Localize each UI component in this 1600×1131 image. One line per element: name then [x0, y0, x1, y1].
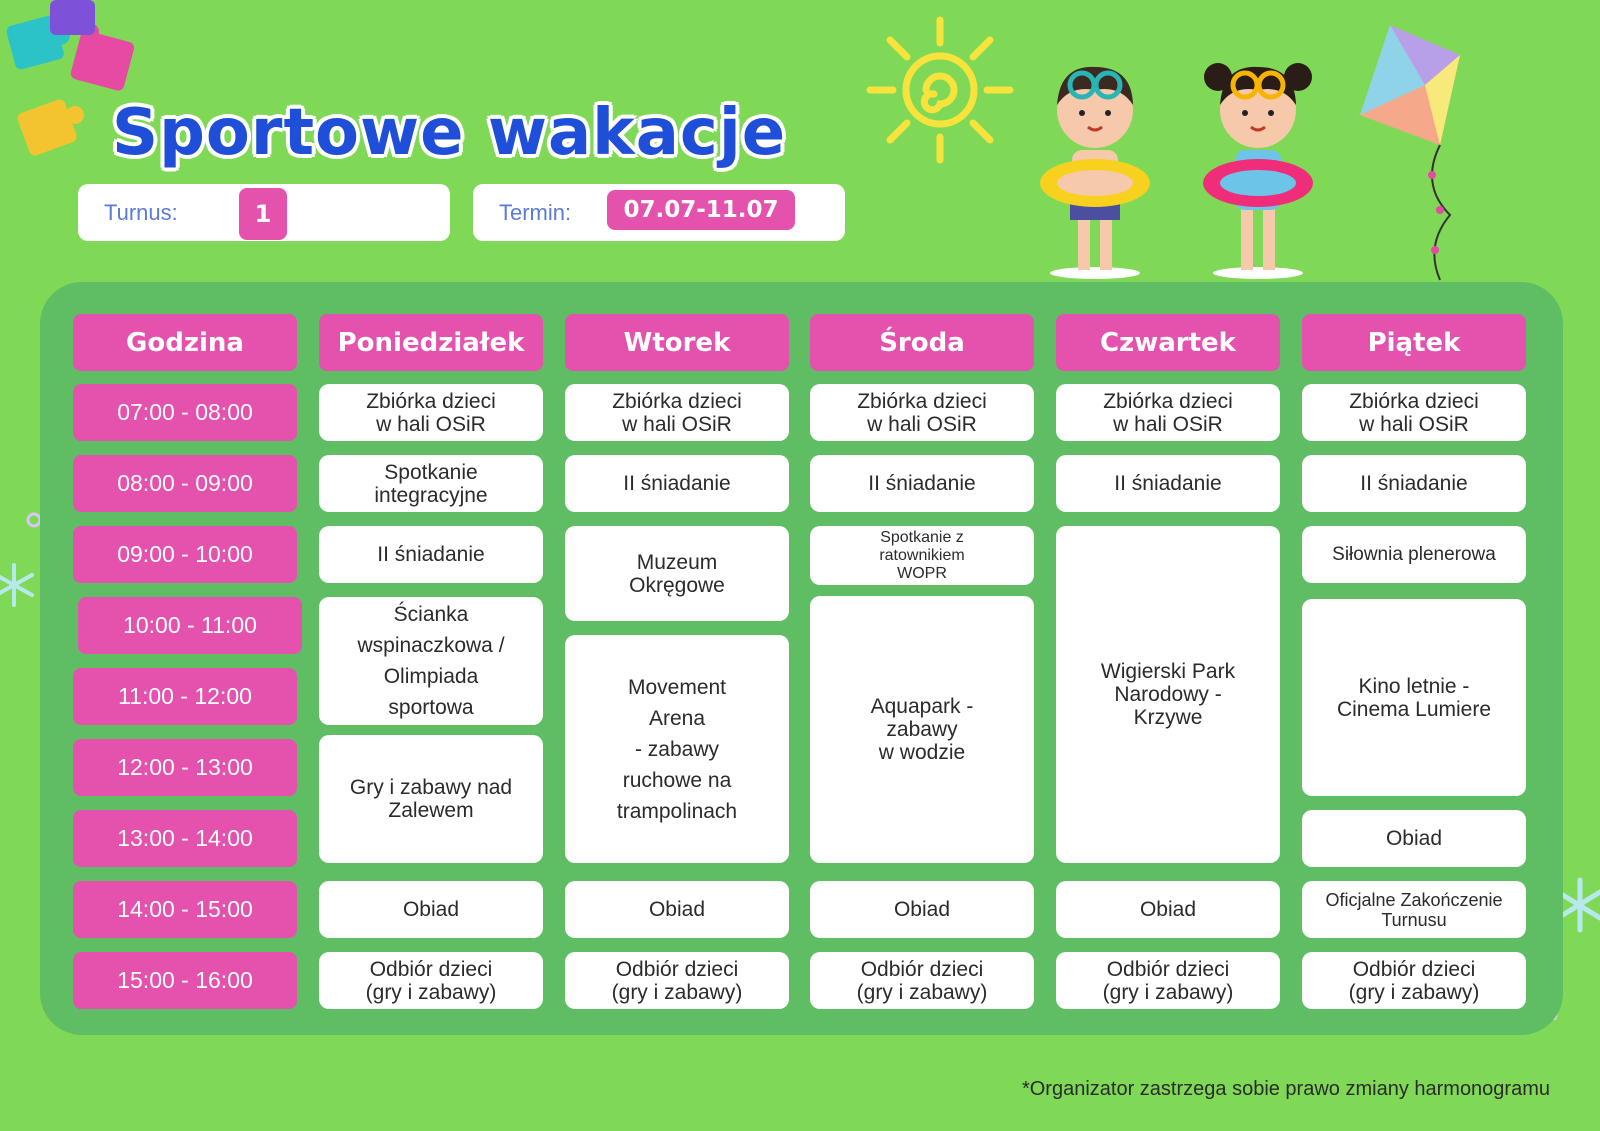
header-monday: Poniedziałek	[319, 314, 543, 371]
monday-activity: II śniadanie	[319, 526, 543, 583]
friday-activity: Zbiórka dzieci w hali OSiR	[1302, 384, 1526, 441]
time-slot: 14:00 - 15:00	[73, 881, 297, 938]
header-thursday: Czwartek	[1056, 314, 1280, 371]
header-tuesday: Wtorek	[565, 314, 789, 371]
tuesday-activity: Odbiór dzieci (gry i zabawy)	[565, 952, 789, 1009]
page-title: Sportowe wakacje	[112, 96, 787, 170]
friday-activity: Obiad	[1302, 810, 1526, 867]
wednesday-activity: Aquapark - zabawy w wodzie	[810, 596, 1034, 863]
puzzle-piece-icon	[16, 98, 84, 157]
turnus-value: 1	[239, 188, 287, 240]
thursday-activity: Zbiórka dzieci w hali OSiR	[1056, 384, 1280, 441]
wednesday-activity: Spotkanie z ratownikiem WOPR	[810, 526, 1034, 585]
time-slot: 12:00 - 13:00	[73, 739, 297, 796]
friday-activity: Siłownia plenerowa	[1302, 526, 1526, 583]
monday-activity: Gry i zabawy nad Zalewem	[319, 735, 543, 863]
friday-activity: II śniadanie	[1302, 455, 1526, 512]
monday-activity: Ścianka wspinaczkowa / Olimpiada sportowa	[319, 597, 543, 725]
friday-activity: Odbiór dzieci (gry i zabawy)	[1302, 952, 1526, 1009]
termin-box	[473, 184, 845, 241]
thursday-activity: Odbiór dzieci (gry i zabawy)	[1056, 952, 1280, 1009]
header-hour: Godzina	[73, 314, 297, 371]
tuesday-activity: Obiad	[565, 881, 789, 938]
tuesday-activity: Muzeum Okręgowe	[565, 526, 789, 621]
kite-icon	[1340, 5, 1480, 285]
thursday-activity: Wigierski Park Narodowy - Krzywe	[1056, 526, 1280, 863]
footnote: *Organizator zastrzega sobie prawo zmiany harmonogramu	[1021, 1078, 1550, 1100]
header-friday: Piątek	[1302, 314, 1526, 371]
wednesday-activity: Zbiórka dzieci w hali OSiR	[810, 384, 1034, 441]
time-slot: 13:00 - 14:00	[73, 810, 297, 867]
time-slot: 09:00 - 10:00	[73, 526, 297, 583]
turnus-label: Turnus:	[104, 200, 178, 225]
wednesday-activity: II śniadanie	[810, 455, 1034, 512]
tuesday-activity: Movement Arena - zabawy ruchowe na trampolinach	[565, 635, 789, 863]
termin-label: Termin:	[499, 200, 572, 225]
wednesday-activity: Odbiór dzieci (gry i zabawy)	[810, 952, 1034, 1009]
friday-activity: Kino letnie - Cinema Lumiere	[1302, 599, 1526, 796]
monday-activity: Odbiór dzieci (gry i zabawy)	[319, 952, 543, 1009]
time-slot: 15:00 - 16:00	[73, 952, 297, 1009]
monday-activity: Obiad	[319, 881, 543, 938]
sun-icon	[865, 15, 1015, 165]
girl-swimmer-illustration	[1193, 55, 1323, 280]
time-slot: 07:00 - 08:00	[73, 384, 297, 441]
friday-activity: Oficjalne Zakończenie Turnusu	[1302, 881, 1526, 938]
turnus-box	[78, 184, 450, 241]
tuesday-activity: Zbiórka dzieci w hali OSiR	[565, 384, 789, 441]
monday-activity: Spotkanie integracyjne	[319, 455, 543, 512]
monday-activity: Zbiórka dzieci w hali OSiR	[319, 384, 543, 441]
wednesday-activity: Obiad	[810, 881, 1034, 938]
boy-swimmer-illustration	[1030, 55, 1160, 280]
time-slot: 08:00 - 09:00	[73, 455, 297, 512]
puzzle-piece-icon	[50, 0, 95, 35]
tuesday-activity: II śniadanie	[565, 455, 789, 512]
time-slot: 11:00 - 12:00	[73, 668, 297, 725]
header-wednesday: Środa	[810, 314, 1034, 371]
termin-value: 07.07-11.07	[607, 190, 795, 230]
thursday-activity: II śniadanie	[1056, 455, 1280, 512]
time-slot: 10:00 - 11:00	[78, 597, 302, 654]
thursday-activity: Obiad	[1056, 881, 1280, 938]
